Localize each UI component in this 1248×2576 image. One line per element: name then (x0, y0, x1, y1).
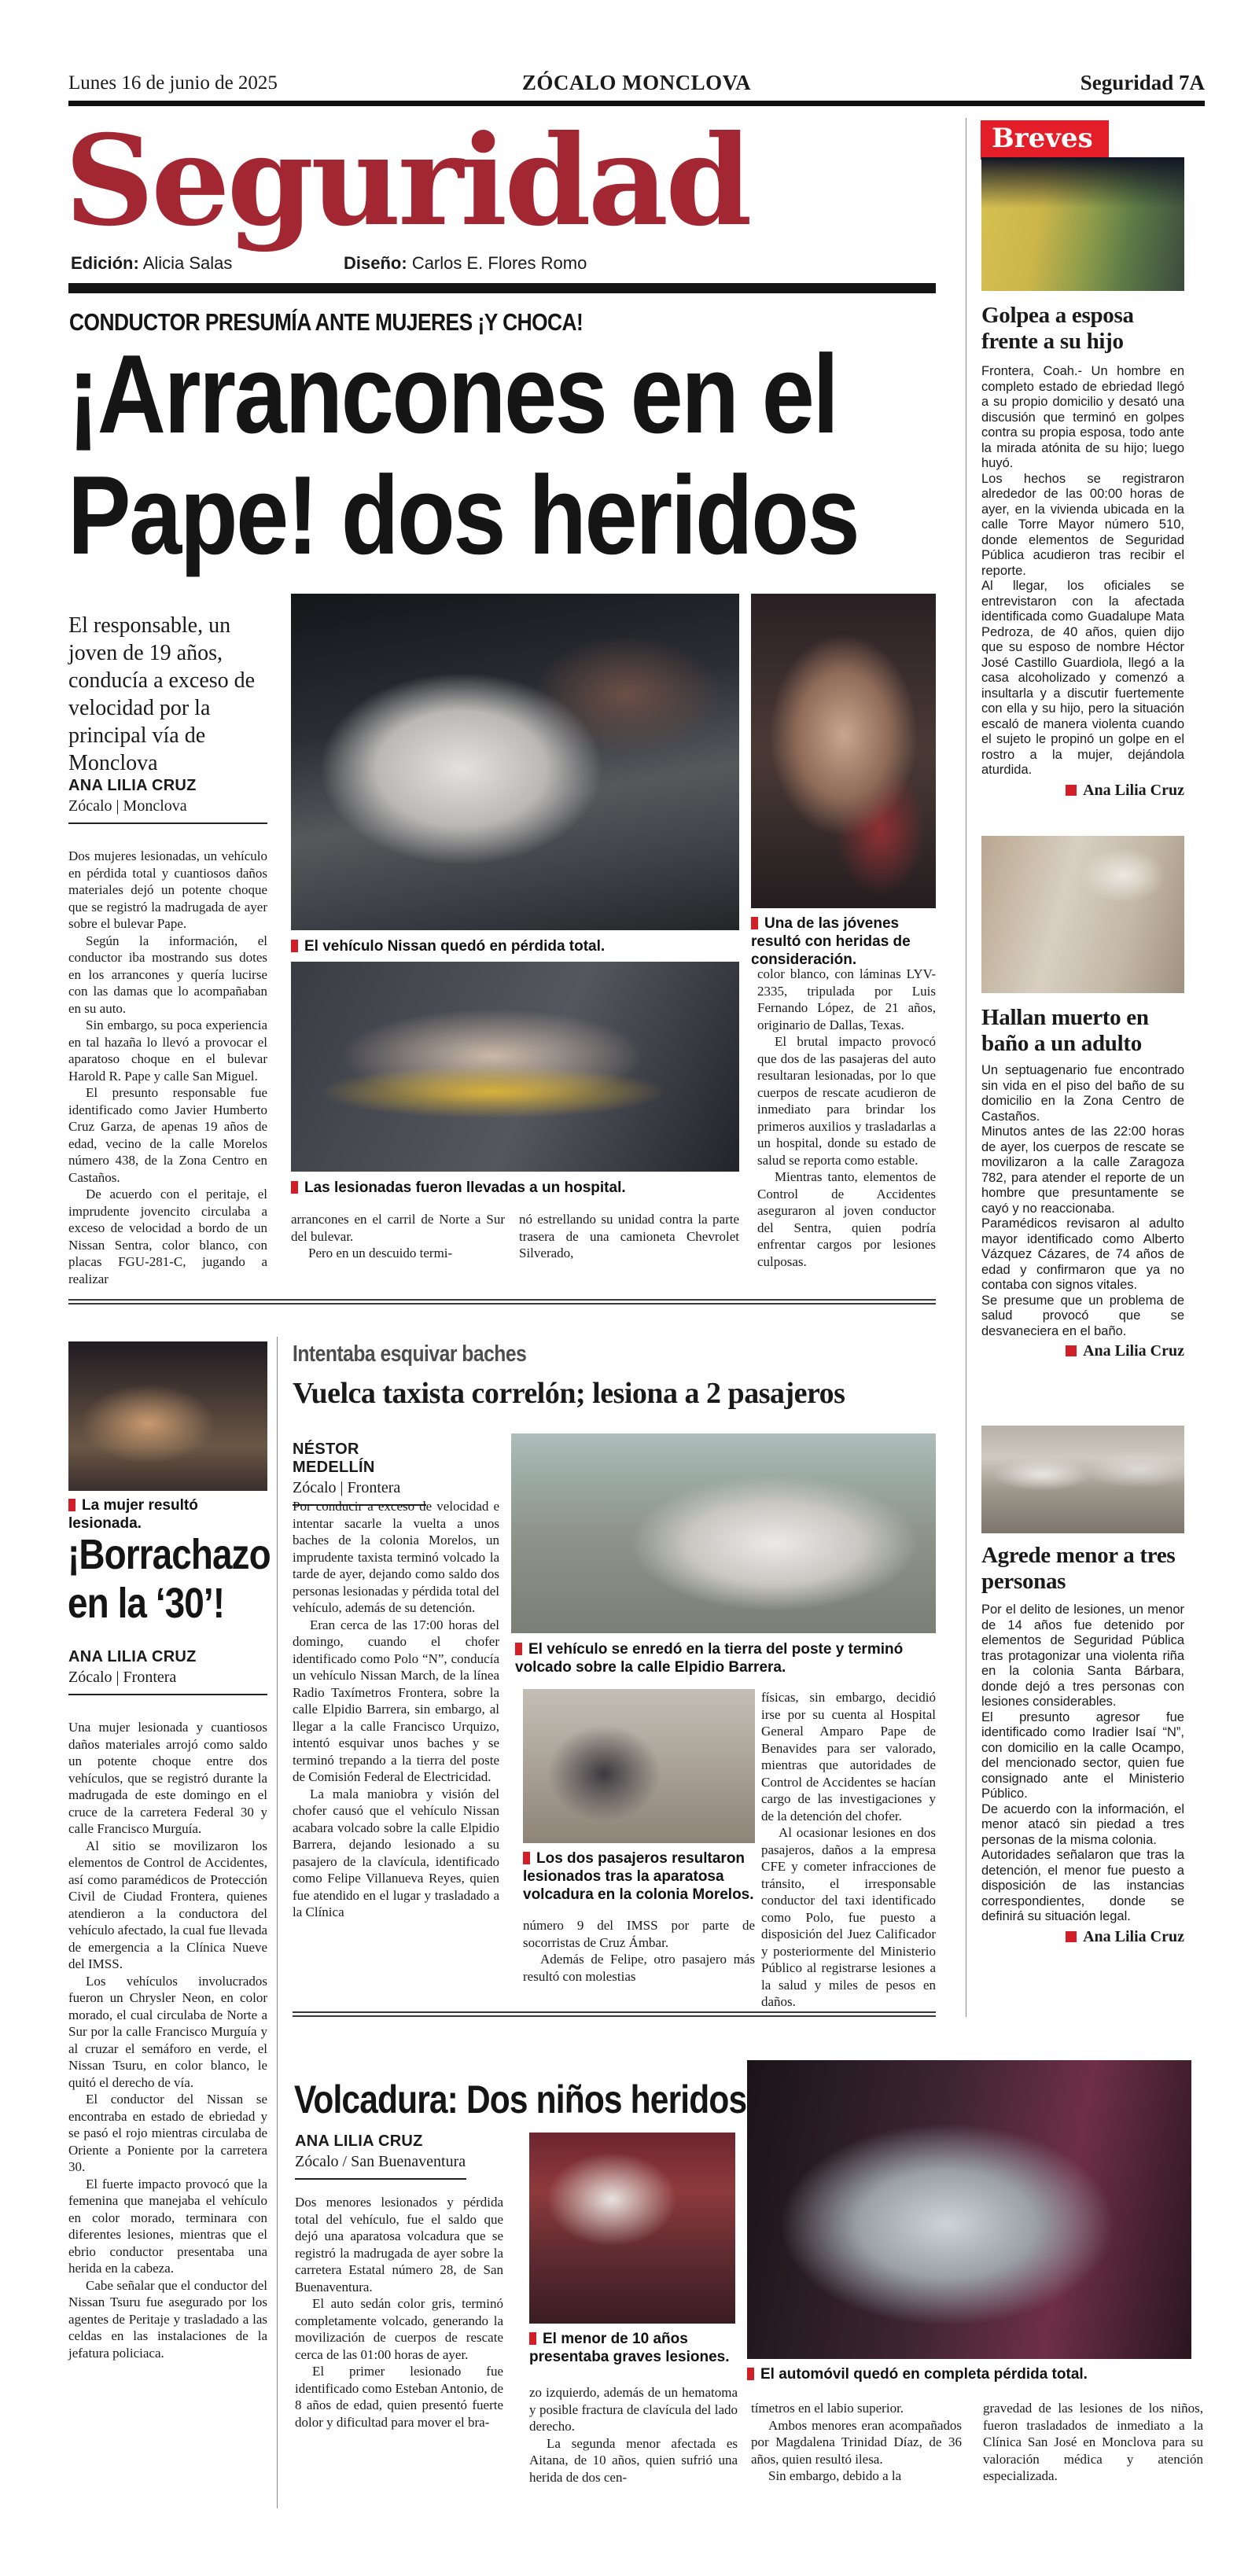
paragraph: nó estrellando su unidad contra la parte trasera de una camioneta Chevrolet Silverado, (519, 1212, 739, 1260)
main-body-col-right (757, 966, 936, 1270)
paragraph: Al ocasionar lesiones en dos pasajeros, daños a la empresa CFE y cometer infracciones de tránsito, el irresponsable conductor del taxi identificado como Polo, fue puesto a disposición del Juez Calificador y posteriormente del Ministerio Público al registrarse lesiones a la salud y miles de pesos en daños. (761, 1825, 936, 2009)
main-body-col1 (68, 848, 267, 1287)
paragraph: La mala maniobra y visión del chofer causó que el vehículo Nissan acabara volcado sobre la calle Elpidio Barrera, dejando lesionado a su pasajero de la clavícula, identificado como Felipe Villanueva Reyes, quien fue atendido en el lugar y trasladado a la Clínica (293, 1786, 499, 1919)
paragraph: Pero en un descuido termi- (308, 1246, 453, 1260)
paragraph: arrancones en el carril de Norte a Sur del bulevar. (291, 1212, 505, 1244)
paragraph: De acuerdo con la información, el menor atacó sin piedad a tres personas de la misma colonia. (981, 1801, 1184, 1847)
volcadura-body-col4 (983, 2400, 1203, 2485)
caption-bullet (751, 917, 758, 929)
taxi-headline: Vuelca taxista correlón; lesiona a 2 pasajeros (293, 1377, 845, 1410)
byline-rule (295, 2178, 466, 2180)
caption-text: Las lesionadas fueron llevadas a un hospital. (304, 1179, 626, 1196)
byline-credit: Zócalo | Monclova (68, 797, 187, 815)
borrachazo-body (68, 1719, 267, 2361)
paragraph: Además de Felipe, otro pasajero más resultó con molestias (523, 1952, 755, 1984)
breves-body-2 (981, 1063, 1184, 1360)
caption-menor (529, 2330, 735, 2366)
caption-text: El menor de 10 años presentaba graves lesiones. (529, 2331, 730, 2365)
volcadura-body-col1 (295, 2194, 503, 2431)
paragraph: Por el delito de lesiones, un menor de 14 años fue detenido por elementos de Seguridad Pública tras protagonizar una violenta riña en la colonia Santa Bárbara, donde dejó a tres personas con lesiones considerables. (981, 1603, 1184, 1709)
volcadura-body-col2 (529, 2384, 738, 2486)
edition-credit (71, 253, 232, 274)
caption-auto (747, 2365, 1191, 2383)
volcadura-body-col3 (751, 2400, 962, 2485)
caption-taxi (515, 1640, 936, 1676)
paragraph: De acuerdo con el peritaje, el imprudente jovencito circulaba a exceso de velocidad a bordo de un Nissan Sentra, color blanco, con placas FGU-281-C, jugando a realizar (68, 1187, 267, 1286)
caption-text: El automóvil quedó en completa pérdida total. (760, 2366, 1088, 2383)
byline-name: ANA LILIA CRUZ (295, 2133, 423, 2150)
photo-overturned-taxi (511, 1433, 936, 1633)
paragraph: Los vehículos involucrados fueron un Chrysler Neon, en color morado, el cual circulaba de Norte a Sur por la calle Francisco Murguía y al cruzar el semáforo en verde, el Nissan Tsuru, en color blanco, le quitó el derecho de vía. (68, 1973, 267, 2090)
byline-rule (68, 822, 267, 824)
paragraph: Sin embargo, debido a la (768, 2468, 902, 2483)
caption-text: El vehículo Nissan quedó en pérdida total. (304, 938, 606, 955)
paragraph: número 9 del IMSS por parte de socorristas de Cruz Ámbar. (523, 1918, 755, 1950)
story-signature: Ana Lilia Cruz (981, 782, 1184, 800)
paragraph: El brutal impacto provocó que dos de las pasajeras del auto resultaran lesionadas, por lo que cuerpos de rescate acudieron de inmediato para brindar los primeros auxilios y trasladarlas a un hospital, donde su estado de salud se reporta como estable. (757, 1034, 936, 1168)
taxi-byline-block (293, 1441, 426, 1506)
byline-name: NÉSTOR MEDELLÍN (293, 1441, 375, 1476)
caption-nissan (291, 937, 739, 955)
caption-mujer-lesionada (68, 1496, 267, 1533)
paragraph: Paramédicos revisaron al adulto mayor identificado como Alberto Vázquez Cázares, de 74 años de edad y confirmaron que ya no contaba con signos vitales. (981, 1216, 1184, 1292)
header-section-page: Seguridad 7A (1080, 71, 1205, 94)
paragraph: tímetros en el labio superior. (751, 2401, 904, 2416)
signature-bullet (1066, 1345, 1077, 1356)
story-signature: Ana Lilia Cruz (981, 1342, 1184, 1360)
paragraph: El auto sedán color gris, terminó completamente volcado, generando la movilización de cuerpos de rescate cerca de las 01:00 horas de ayer. (295, 2296, 503, 2362)
main-headline-line1: ¡Arrancones en el (68, 332, 838, 457)
caption-bullet (529, 2332, 536, 2345)
header-rule (68, 101, 1205, 106)
paragraph: El conductor del Nissan se encontraba en estado de ebriedad y se pasó el rojo mientras circulaba de Oriente a Poniente por la carretera 30. (68, 2092, 267, 2174)
paragraph: Por conducir a exceso de velocidad e intentar sacarle la vuelta a unos baches de la colonia Morelos, un imprudente taxista terminó volcado la tarde de ayer, dejando como saldo dos personas lesionadas y pérdida total del vehículo, además de su detención. (293, 1499, 499, 1615)
breves-title-box (981, 120, 1109, 160)
caption-bullet (515, 1643, 522, 1655)
main-byline-block (68, 777, 267, 824)
caption-pasajeros (523, 1849, 755, 1904)
paragraph: Al sitio se movilizaron los elementos de Control de Accidentes, así como paramédicos de Protección Civil de Ciudad Frontera, quienes atendieron a la conductora del vehículo afectado, la cual fue llevada de emergencia a la Clínica Nueve del IMSS. (68, 1838, 267, 1971)
caption-bullet (747, 2368, 754, 2380)
paragraph: Se presume que un problema de salud provocó que se desvaneciera en el baño. (981, 1293, 1184, 1338)
paragraph: Dos menores lesionados y pérdida total del vehículo, fue el saldo que dejó una aparatosa volcadura que se registró la madrugada de ayer sobre la carretera Estatal número 28, de San Buenaventura. (295, 2195, 503, 2294)
caption-bullet (291, 1181, 298, 1194)
header-brand: ZÓCALO MONCLOVA (521, 71, 752, 94)
paragraph: Una mujer lesionada y cuantiosos daños materiales arrojó como saldo un potente choque entre dos vehículos, que se registró durante la madrugada de este domingo en el cruce de la carretera Federal 30 y calle Francisco Murguía. (68, 1720, 267, 1836)
breves-headline-2: Hallan muerto en baño a un adulto (981, 1005, 1149, 1056)
photo-crowd-injured-woman (68, 1341, 267, 1491)
paragraph: físicas, sin embargo, decidió irse por su cuenta al Hospital General Amparo Pape de Benavides para ser valorado, mientras que autoridades de Control de Accidentes se hacían cargo de las investigaciones y de la detención del chofer. (761, 1690, 936, 1823)
photo-domestic-violence-scene (981, 157, 1184, 291)
paragraph: Cabe señalar que el conductor del Nissan Tsuru fue asegurado por los agentes de Peritaje y trasladado a las celdas en las instalaciones de la jefatura policiaca. (68, 2277, 267, 2361)
main-deck: El responsable, un joven de 19 años, conducía a exceso de velocidad por la principal vía de Monclova (68, 613, 256, 775)
paragraph: gravedad de las lesiones de los niños, fueron trasladados de inmediato a la Clínica San José en Monclova para su valoración médica y atención especializada. (983, 2401, 1203, 2483)
photo-nissan-wreck (291, 594, 739, 930)
photo-injured-woman (751, 594, 936, 908)
paragraph: Sin embargo, su poca experiencia en tal hazaña lo llevó a provocar el aparatoso choque en el bulevar Harold R. Pape y calle San Miguel. (68, 1018, 267, 1084)
breves-headline-1: Golpea a esposa frente a su hijo (981, 303, 1134, 354)
photo-ambulance-children (529, 2133, 735, 2324)
paragraph: Según la información, el conductor iba mostrando sus dotes en los arrancones y quería lucirse con las damas que lo acompañaban en su auto. (68, 933, 267, 1016)
masthead-bar (68, 283, 936, 293)
paragraph: Los hechos se registraron alrededor de las 00:00 horas de ayer, en la vivienda ubicada en la calle Torre Mayor número 510, donde elementos de Seguridad Pública acudieron tras recibir el reporte. (981, 471, 1184, 578)
breves-body-1 (981, 364, 1184, 800)
breves-headline-3: Agrede menor a tres personas (981, 1543, 1176, 1594)
section-divider (68, 1299, 936, 1305)
volcadura-byline-block (295, 2133, 466, 2180)
breves-body-3 (981, 1603, 1184, 1946)
story-signature: Ana Lilia Cruz (981, 1928, 1184, 1946)
edition-label: Edición: (71, 253, 139, 273)
taxi-body-col3 (761, 1689, 936, 2011)
caption-bullet (523, 1852, 530, 1864)
column-rule (277, 1337, 278, 2508)
section-divider (293, 2011, 936, 2017)
byline-name: ANA LILIA CRUZ (68, 777, 197, 794)
taxi-body-col2 (523, 1917, 755, 1985)
paragraph: El primer lesionado fue identificado como Esteban Antonio, de 8 años de edad, quien presentó fuerte dolor y dificultad para mover el bra- (295, 2364, 503, 2430)
caption-text: Los dos pasajeros resultaron lesionados tras la aparatosa volcadura en la colonia Morelos. (523, 1850, 754, 1903)
paragraph: Un septuagenario fue encontrado sin vida en el piso del baño de su domicilio en la Zona Centro de Castaños. (981, 1063, 1184, 1124)
byline-credit: Zócalo | Frontera (293, 1479, 401, 1496)
paragraph: Mientras tanto, elementos de Control de Accidentes aseguraron al joven conductor del Sentra, quien podría enfrentar cargos por lesiones culposas. (757, 1169, 936, 1269)
paragraph: La segunda menor afectada es Aitana, de 10 años, quien sufrió una herida de dos cen- (529, 2435, 738, 2485)
paragraph: Autoridades señalaron que tras la detención, el menor fue puesto a disposición de las instancias correspondientes, donde se definirá su situación legal. (981, 1848, 1184, 1923)
paragraph: zo izquierdo, además de un hematoma y posible fractura de clavícula del lado derecho. (529, 2385, 738, 2434)
volcadura-headline: Volcadura: Dos niños heridos (294, 2077, 747, 2122)
photo-stretcher (291, 962, 739, 1172)
caption-lesionadas (291, 1179, 739, 1197)
main-kicker: CONDUCTOR PRESUMÍA ANTE MUJERES ¡Y CHOCA! (69, 308, 584, 336)
borrachazo-byline-block (68, 1648, 267, 1695)
photo-injured-passengers (523, 1689, 755, 1843)
paragraph: color blanco, con láminas LYV-2335, tripulada por Luis Fernando López, de 21 años, originario de Dallas, Texas. (757, 966, 936, 1032)
edition-value: Alicia Salas (142, 253, 233, 273)
main-body-mini-right (519, 1211, 739, 1262)
caption-text: La mujer resultó lesionada. (68, 1497, 198, 1532)
caption-bullet (291, 940, 298, 952)
section-masthead: Seguridad (64, 109, 749, 254)
taxi-kicker: Intentaba esquivar baches (293, 1341, 527, 1367)
main-body-mini-left (291, 1211, 505, 1262)
caption-text: Una de las jóvenes resultó con heridas de consideración. (751, 915, 911, 968)
caption-bullet (68, 1499, 75, 1511)
photo-bathroom (981, 836, 1184, 993)
taxi-body-col1 (293, 1498, 499, 1921)
paragraph: Minutos antes de las 22:00 horas de ayer, los cuerpos de rescate se movilizaron a la calle Zaragoza 782, para atender el reporte de un hombre que presuntamente se cayó y no reaccionaba. (981, 1124, 1184, 1216)
paragraph: Ambos menores eran acompañados por Magdalena Trinidad Díaz, de 36 años, quien resultó ilesa. (751, 2417, 962, 2467)
paragraph: El fuerte impacto provocó que la femenina que manejaba el vehículo en color morado, terminara con diferentes lesiones, mientras que el ebrio conductor presentaba una herida en la cabeza. (68, 2176, 267, 2276)
borrachazo-headline: ¡Borrachazo en la ‘30’! (68, 1531, 271, 1627)
paragraph: Eran cerca de las 17:00 horas del domingo, cuando el chofer identificado como Polo “N”, conducía un vehículo Nissan March, de la línea Radio Taxímetros Frontera, sobre la calle Elpidio Barrera, sin embargo, al llegar a la calle Francisco Urquizo, intentó esquivar unos baches y se terminó trepando a la tierra del poste de Comisión Federal de Electricidad. (293, 1617, 499, 1784)
byline-rule (68, 1694, 267, 1695)
byline-credit: Zócalo | Frontera (68, 1669, 177, 1686)
design-credit (344, 253, 587, 274)
paragraph: El presunto responsable fue identificado como Javier Humberto Cruz Garza, de apenas 19 años de edad, vecino de la calle Morelos número 438, de la Zona Centro en Castaños. (68, 1085, 267, 1185)
paragraph: Frontera, Coah.- Un hombre en completo estado de ebriedad llegó a su propio domicilio y desató una discusión que terminó en golpes contra su propia esposa, todo ante la mirada atónita de su hijo; luego huyó. (981, 364, 1184, 470)
byline-name: ANA LILIA CRUZ (68, 1648, 197, 1665)
caption-joven (751, 914, 936, 969)
design-value: Carlos E. Flores Romo (411, 253, 587, 273)
caption-text: El vehículo se enredó en la tierra del poste y terminó volcado sobre la calle Elpidio Barrera. (515, 1641, 904, 1676)
photo-minor-detained (981, 1426, 1184, 1533)
signature-bullet (1066, 1931, 1077, 1942)
byline-credit: Zócalo / San Buenaventura (295, 2153, 466, 2170)
photo-wrecked-car (747, 2060, 1191, 2359)
header-date: Lunes 16 de junio de 2025 (68, 72, 278, 94)
signature-bullet (1066, 785, 1077, 796)
paragraph: Dos mujeres lesionadas, un vehículo en pérdida total y cuantiosos daños materiales dejó un potente choque que se registró la madrugada de ayer sobre el bulevar Pape. (68, 848, 267, 931)
paragraph: El presunto agresor fue identificado como Iradier Isaí “N”, con domicilio en la calle Ocampo, del mencionado sector, quien fue consignado ante el Ministerio Público. (981, 1709, 1184, 1801)
main-headline-line2: Pape! dos heridos (68, 453, 859, 578)
paragraph: Al llegar, los oficiales se entrevistaron con la afectada identificada como Guadalupe Mata Pedroza, de 40 años, quien dijo que su esposo de nombre Héctor José Castillo Guardiola, llegó a la casa alcoholizado y comenzó a insultarla y a discutir fuertemente con ella y su hijo, pero la situación escaló de manera violenta cuando el sujeto le propinó un golpe en el rostro a la mujer, dejándola aturdida. (981, 579, 1184, 777)
design-label: Diseño: (344, 253, 407, 273)
breves-title: Breves (992, 123, 1093, 154)
